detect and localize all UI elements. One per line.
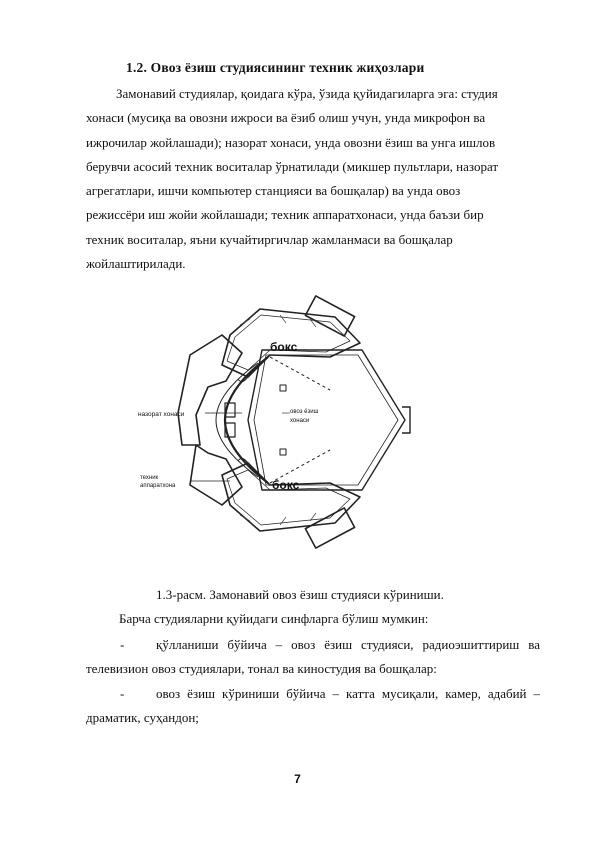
studio-label-line1: овоз ёзиш — [290, 409, 319, 415]
paragraph-line: Замонавий студиялар, қоидага кўра, ўзида қуйидагиларга эга: студия — [116, 86, 498, 101]
list-item-line: драматик, суҳандон; — [86, 710, 199, 725]
list-item-line: овоз ёзиш кўриниши бўйича – катта мусиқали, камер, адабий – — [156, 686, 540, 701]
control-room-label: назорат хонаси — [138, 411, 185, 418]
studio-hall-outline — [248, 350, 405, 490]
list-item — [86, 682, 540, 730]
paragraph-line: агрегатлари, ишчи компьютер станцияси ва бошқалар) ва унда овоз — [86, 183, 461, 199]
paragraph-line: ижрочилар жойлашади); назорат хонаси, унда овозни ёзиш ва унга ишлов — [86, 134, 496, 150]
classes-intro: Барча студияларни қуйидаги синфларга бўлиш мумкин: — [119, 611, 429, 626]
figure-caption: 1.3-расм. Замонавий овоз ёзиш студияси кўриниши. — [156, 587, 444, 602]
tech-room-label-line1: техник — [140, 475, 159, 481]
section-heading: 1.2. Овоз ёзиш студиясининг техник жиҳозлари — [126, 60, 425, 75]
box-top-label: бокс — [270, 340, 298, 354]
list-item-line: телевизион овоз студиялари, тонал ва киностудия ва бошқалар: — [86, 661, 437, 676]
list-bullet: - — [120, 686, 125, 701]
studio-plan-figure — [130, 295, 430, 560]
paragraph-line: техник воситалар, яъни кучайтиргичлар жамланмаси ва бошқалар — [86, 231, 453, 247]
paragraph-line: режиссёри иш жойи жойлашади; техник аппаратхонаси, унда баъзи бир — [86, 207, 484, 223]
tech-room-label-line2: аппаратхона — [140, 483, 176, 489]
lower-box-outline — [222, 463, 360, 531]
list-item — [86, 633, 540, 681]
page-number: 7 — [294, 772, 301, 786]
box-bottom-label: бокс — [272, 478, 300, 492]
paragraph-line: берувчи асосий техник воситалар ўрнатилади (микшер пультлари, назорат — [86, 158, 499, 174]
list-bullet: - — [120, 637, 125, 652]
studio-label-line2: хонаси — [290, 418, 310, 424]
paragraph-line: жойлаштирилади. — [86, 256, 186, 272]
list-item-line: қўлланиши бўйича – овоз ёзиш студияси, радиоэшиттириш ва — [156, 637, 540, 652]
paragraph-line: хонаси (мусиқа ва овозни ижроси ва ёзиб олиш учун, унда микрофон ва — [86, 110, 486, 126]
body-paragraph — [86, 82, 546, 276]
studio-plan-drawing — [130, 295, 430, 560]
